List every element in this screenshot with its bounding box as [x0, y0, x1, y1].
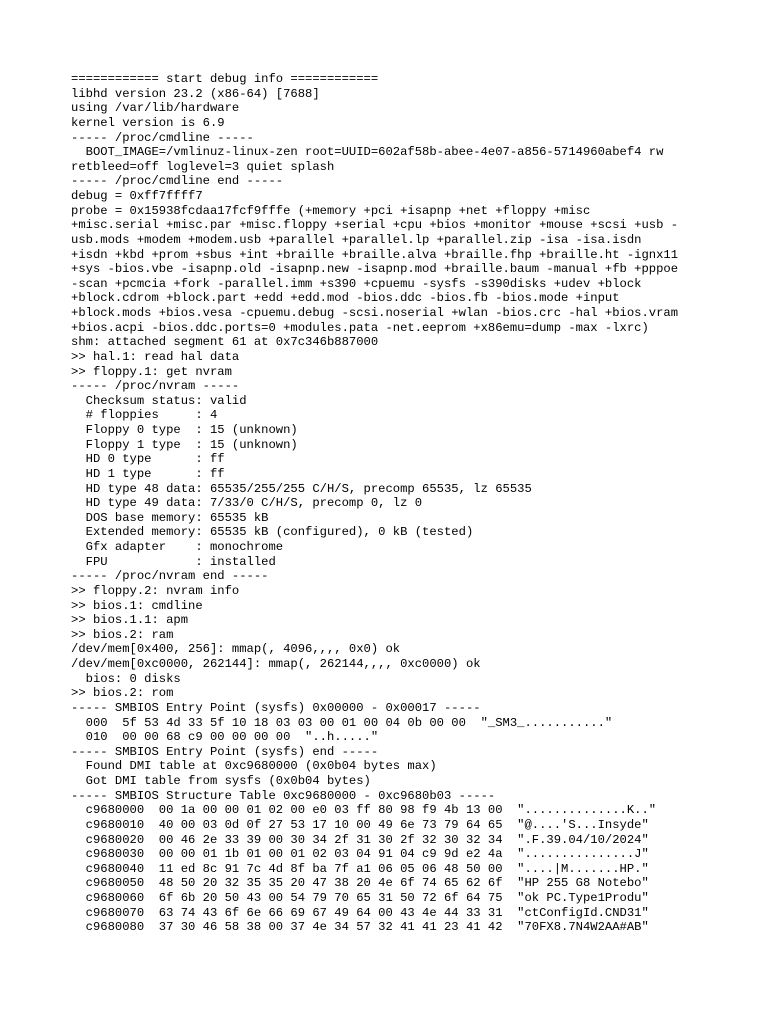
log-line: ----- /proc/cmdline ----- [71, 130, 254, 145]
log-line: Got DMI table from sysfs (0x0b04 bytes) [71, 774, 371, 788]
log-line: /dev/mem[0x400, 256]: mmap(, 4096,,,, 0x0) ok [71, 642, 401, 657]
log-line: libhd version 23.2 (x86-64) [7688] [71, 86, 320, 101]
log-line: 000 5f 53 4d 33 5f 10 18 03 03 00 01 00 04 0b 00 00 "_SM3_..........." [71, 715, 613, 730]
log-line: retbleed=off loglevel=3 quiet splash [71, 159, 335, 174]
log-line: usb.mods +modem +modem.usb +parallel +parallel.lp +parallel.zip -isa -isa.isdn [71, 232, 642, 247]
log-line: +isdn +kbd +prom +sbus +int +braille +braille.alva +braille.fhp +braille.ht -ignx11 [71, 247, 679, 262]
log-line: HD type 48 data: 65535/255/255 C/H/S, precomp 65535, lz 65535 [71, 481, 532, 496]
log-line: +block.cdrom +block.part +edd +edd.mod -bios.ddc -bios.fb -bios.mode +input [71, 291, 620, 306]
log-line: >> floppy.2: nvram info [71, 583, 240, 598]
log-line: /dev/mem[0xc0000, 262144]: mmap(, 262144,,,, 0xc0000) ok [71, 657, 481, 671]
log-line: BOOT_IMAGE=/vmlinuz-linux-zen root=UUID=602af58b-abee-4e07-a856-5714960abef4 rw [71, 145, 664, 160]
log-line: c9680020 00 46 2e 33 39 00 30 34 2f 31 30 2f 32 30 32 34 ".F.39.04/10/2024" [71, 832, 649, 847]
log-line: Checksum status: valid [71, 393, 247, 408]
log-line: ----- /proc/cmdline end ----- [71, 174, 284, 189]
log-line: probe = 0x15938fcdaa17fcf9fffe (+memory +pci +isapnp +net +floppy +misc [71, 203, 591, 218]
debug-log-document [71, 72, 761, 935]
log-line: kernel version is 6.9 [71, 115, 225, 130]
log-line: 010 00 00 68 c9 00 00 00 00 "..h....." [71, 730, 379, 745]
log-line: ----- SMBIOS Entry Point (sysfs) end ----- [71, 744, 379, 759]
log-line: Floppy 0 type : 15 (unknown) [71, 423, 298, 437]
log-line: shm: attached segment 61 at 0x7c346b887000 [71, 335, 379, 350]
log-line: >> bios.1: cmdline [71, 598, 203, 613]
log-line: ----- /proc/nvram ----- [71, 379, 240, 394]
log-line: >> bios.1.1: apm [71, 613, 189, 628]
log-line: >> hal.1: read hal data [71, 349, 240, 364]
log-line: +misc.serial +misc.par +misc.floppy +serial +cpu +bios +monitor +mouse +scsi +usb - [71, 218, 679, 233]
log-line: ============ start debug info ============ [71, 72, 379, 86]
log-line: bios: 0 disks [71, 671, 181, 686]
log-line: c9680000 00 1a 00 00 01 02 00 e0 03 ff 80 98 f9 4b 13 00 "..............K.." [71, 803, 657, 818]
log-line: c9680030 00 00 01 1b 01 00 01 02 03 04 91 04 c9 9d e2 4a "...............J" [71, 847, 649, 862]
log-line: debug = 0xff7ffff7 [71, 189, 203, 203]
log-line: c9680060 6f 6b 20 50 43 00 54 79 70 65 31 50 72 6f 64 75 "ok PC.Type1Produ" [71, 891, 649, 905]
log-line: HD 1 type : ff [71, 466, 225, 481]
log-line: c9680040 11 ed 8c 91 7c 4d 8f ba 7f a1 06 05 06 48 50 00 "....|M.......HP." [71, 861, 649, 876]
log-line: +bios.acpi -bios.ddc.ports=0 +modules.pata -net.eeprom +x86emu=dump -max -lxrc) [71, 320, 649, 335]
log-line: -scan +pcmcia +fork -parallel.imm +s390 +cpuemu -sysfs -s390disks +udev +block [71, 276, 642, 291]
log-line: # floppies : 4 [71, 408, 218, 423]
log-line: ----- /proc/nvram end ----- [71, 569, 269, 584]
log-line: c9680010 40 00 03 0d 0f 27 53 17 10 00 49 6e 73 79 64 65 "@....'S...Insyde" [71, 817, 649, 832]
log-line: >> floppy.1: get nvram [71, 364, 232, 379]
log-line: >> bios.2: ram [71, 627, 174, 642]
log-line: Gfx adapter : monochrome [71, 540, 284, 554]
log-line: using /var/lib/hardware [71, 101, 240, 116]
log-line: c9680080 37 30 46 58 38 00 37 4e 34 57 32 41 41 23 41 42 "70FX8.7N4W2AA#AB" [71, 920, 649, 935]
log-line: c9680070 63 74 43 6f 6e 66 69 67 49 64 00 43 4e 44 33 31 "ctConfigId.CND31" [71, 905, 649, 920]
log-line: Found DMI table at 0xc9680000 (0x0b04 bytes max) [71, 759, 437, 774]
log-line: DOS base memory: 65535 kB [71, 510, 269, 525]
log-line: c9680050 48 50 20 32 35 35 20 47 38 20 4e 6f 74 65 62 6f "HP 255 G8 Notebo" [71, 876, 649, 891]
log-line: HD type 49 data: 7/33/0 C/H/S, precomp 0, lz 0 [71, 496, 423, 511]
log-line: ----- SMBIOS Entry Point (sysfs) 0x00000 - 0x00017 ----- [71, 700, 481, 715]
log-line: >> bios.2: rom [71, 686, 174, 701]
log-line: FPU : installed [71, 554, 276, 569]
log-line: Floppy 1 type : 15 (unknown) [71, 437, 298, 452]
log-line: ----- SMBIOS Structure Table 0xc9680000 - 0xc9680b03 ----- [71, 788, 496, 803]
log-line: +sys -bios.vbe -isapnp.old -isapnp.new -isapnp.mod +braille.baum -manual +fb +pppoe [71, 262, 679, 277]
log-line: HD 0 type : ff [71, 452, 225, 467]
log-line: Extended memory: 65535 kB (configured), 0 kB (tested) [71, 525, 474, 540]
log-line: +block.mods +bios.vesa -cpuemu.debug -scsi.noserial +wlan -bios.crc -hal +bios.vram [71, 306, 679, 320]
